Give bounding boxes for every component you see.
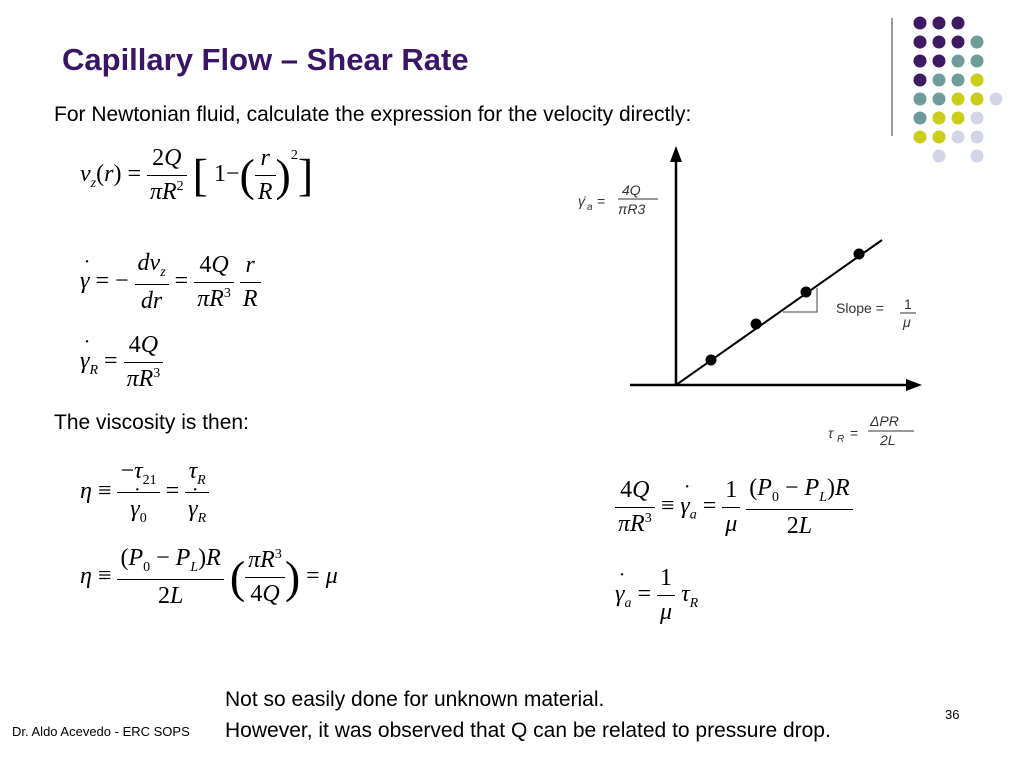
dot-row-5 (914, 93, 1003, 106)
equation-viscosity-pressure: η ≡ $\frac{(P_0 - P_L)R}{2L}$ ( $\frac{\pi R^3}{4Q}$ ) = μ (80, 545, 338, 609)
x-axis-label-num: ΔPR (870, 413, 899, 429)
y-axis-label-gamma: γ̇ (578, 193, 585, 209)
x-axis-arrow (906, 379, 922, 391)
dot-row-4 (914, 74, 984, 87)
viscosity-intro-text: The viscosity is then: (54, 411, 249, 434)
y-axis-arrow (670, 146, 682, 162)
title-divider-line (891, 18, 893, 136)
flow-curve-graph (570, 140, 930, 450)
data-point (706, 355, 717, 366)
svg-text:=: = (850, 425, 859, 441)
equation-velocity-profile: $v_z(r)$ = $\frac{2Q}{\pi R^2}$ [ 1−( $\frac{r}{R}$ )$^2$] (80, 145, 314, 205)
equation-viscosity-definition: η ≡ $-\tau_{21}$ ˙ $\gamma_0$ = $\tau_R$ ˙ $\gamma_R$ (80, 458, 209, 527)
equation-wall-shear-rate: ˙ $\gamma_R$ = $\frac{4Q}{\pi R^3}$ (80, 332, 163, 393)
data-point (801, 287, 812, 298)
bottom-note-line-1: Not so easily done for unknown material. (225, 688, 605, 711)
svg-text:=: = (597, 193, 606, 209)
bottom-note-line-2: However, it was observed that Q can be related to pressure drop. (225, 719, 831, 742)
intro-text: For Newtonian fluid, calculate the expression for the velocity directly: (54, 103, 692, 126)
y-axis-label-num: 4Q (622, 182, 641, 198)
svg-text:a: a (587, 202, 593, 213)
data-point (751, 319, 762, 330)
page-number: 36 (945, 707, 960, 722)
x-axis-label-den: 2L (880, 432, 896, 448)
slope-triangle (783, 288, 817, 312)
slope-den: μ (903, 314, 911, 330)
equation-apparent-shear-rate: $\frac{4Q}{\pi R^3}$ ≡ ˙ $\gamma_a$ = $\frac{1}{\mu}$ $\frac{(P_0 - P_L)R}{2L}$ (615, 475, 853, 540)
dot-row-3 (914, 55, 984, 68)
dot-row-6 (914, 112, 984, 125)
x-axis-label-tau: τ (828, 425, 834, 441)
slope-num: 1 (904, 296, 912, 312)
svg-text:R: R (837, 434, 845, 445)
slope-label: Slope = (836, 300, 884, 316)
dot-row-2 (914, 36, 984, 49)
equation-apparent-shear-stress: ˙ $\gamma_a$ = $\frac{1}{\mu}$ $\tau_R$ (615, 565, 698, 626)
data-point (854, 249, 865, 260)
dot-row-8 (933, 150, 984, 163)
y-axis-label-den: πR3 (618, 201, 646, 217)
equation-shear-rate: ˙ γ = − $\frac{dv_z}{dr}$ = $\frac{4Q}{\pi R^3}$ $\frac{r}{R}$ (80, 250, 261, 315)
footer-author: Dr. Aldo Acevedo - ERC SOPS (12, 724, 190, 739)
dot-row-1 (914, 17, 965, 30)
slide-title: Capillary Flow – Shear Rate (62, 42, 469, 77)
